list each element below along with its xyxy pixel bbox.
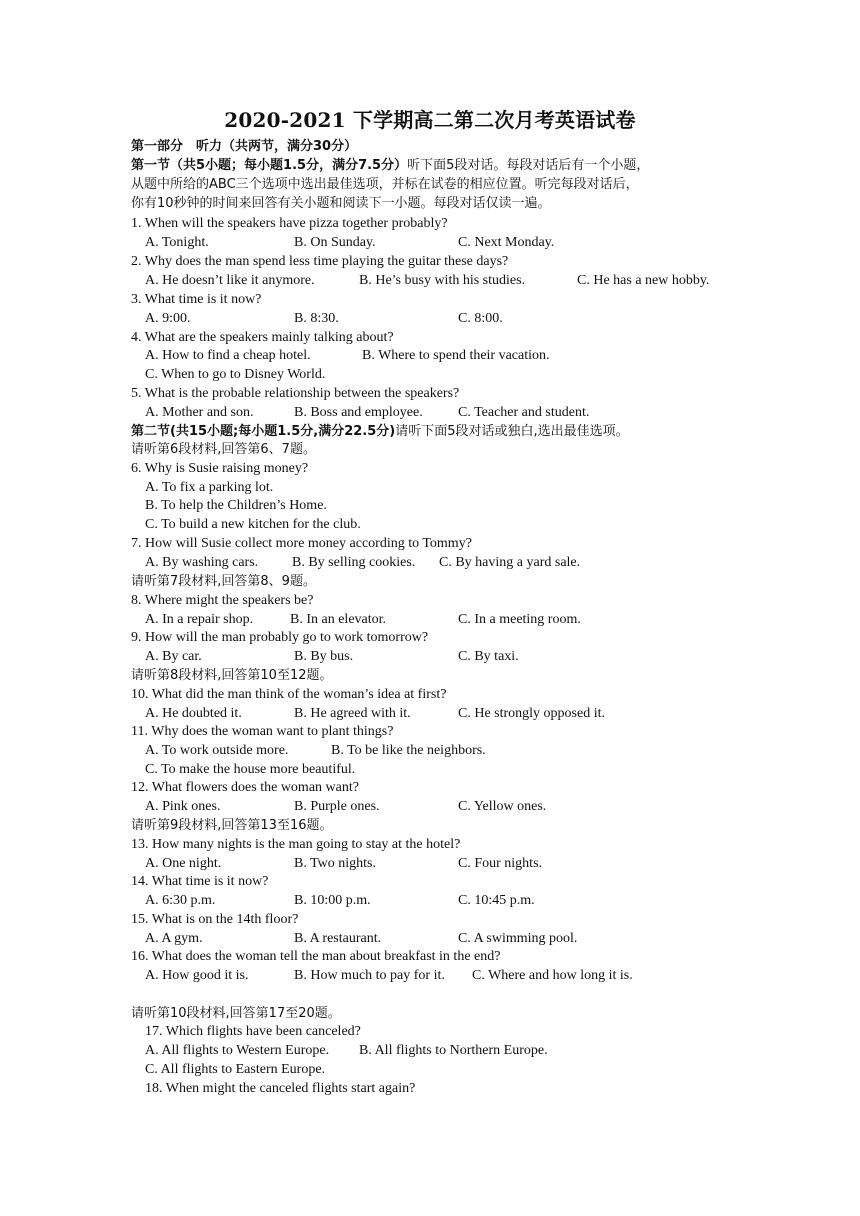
option-a: A. 9:00. xyxy=(145,311,191,326)
question-16: 16. What does the woman tell the man about breakfast in the end? xyxy=(131,949,501,964)
option-c: C. All flights to Eastern Europe. xyxy=(145,1062,326,1077)
option-a: A. How to find a cheap hotel. xyxy=(145,348,311,363)
option-a: A. By washing cars. xyxy=(145,555,259,570)
option-a: A. A gym. xyxy=(145,931,203,946)
option-c: C. In a meeting room. xyxy=(458,612,581,627)
option-b: B. In an elevator. xyxy=(290,612,387,627)
option-c: C. By taxi. xyxy=(458,649,519,664)
option-a: A. He doubted it. xyxy=(145,706,242,721)
option-c: C. Yellow ones. xyxy=(458,799,547,814)
option-a: A. How good it is. xyxy=(145,968,249,983)
option-c: C. Teacher and student. xyxy=(458,405,590,420)
option-c: C. 8:00. xyxy=(458,311,503,326)
question-17: 17. Which flights have been canceled? xyxy=(145,1024,361,1039)
question-9: 9. How will the man probably go to work tomorrow? xyxy=(131,630,429,645)
question-14: 14. What time is it now? xyxy=(131,874,269,889)
option-b: B. A restaurant. xyxy=(294,931,382,946)
option-a: A. To work outside more. xyxy=(145,743,289,758)
section2-text: 请听下面5段对话或独白,选出最佳选项。 xyxy=(395,424,629,439)
question-7: 7. How will Susie collect more money according to Tommy? xyxy=(131,536,472,551)
option-c: C. Four nights. xyxy=(458,856,543,871)
option-a: A. By car. xyxy=(145,649,202,664)
question-10: 10. What did the man think of the woman’s idea at first? xyxy=(131,687,447,702)
option-b: B. To be like the neighbors. xyxy=(331,743,486,758)
part-heading: 第一部分 听力（共两节，满分30分） xyxy=(131,139,358,154)
option-b: B. How much to pay for it. xyxy=(294,968,445,983)
question-15: 15. What is on the 14th floor? xyxy=(131,912,299,927)
option-c: C. To make the house more beautiful. xyxy=(145,762,356,777)
material-7-instruction: 请听第7段材料,回答第8、9题。 xyxy=(131,574,316,589)
option-c: C. To build a new kitchen for the club. xyxy=(145,517,361,532)
option-a: A. In a repair shop. xyxy=(145,612,254,627)
option-a: A. Mother and son. xyxy=(145,405,254,420)
option-c: C. 10:45 p.m. xyxy=(458,893,535,908)
option-c: C. Where and how long it is. xyxy=(472,968,633,983)
option-c: C. He has a new hobby. xyxy=(577,273,710,288)
section2-heading: 第二节(共15小题;每小题1.5分,满分22.5分) xyxy=(131,424,396,439)
option-b: B. Boss and employee. xyxy=(294,405,423,420)
option-a: A. All flights to Western Europe. xyxy=(145,1043,330,1058)
material-10-instruction: 请听第10段材料,回答第17至20题。 xyxy=(131,1006,341,1021)
question-18: 18. When might the canceled flights start again? xyxy=(145,1081,416,1096)
option-b: B. On Sunday. xyxy=(294,235,376,250)
material-9-instruction: 请听第9段材料,回答第13至16题。 xyxy=(131,818,333,833)
section2-intro xyxy=(131,423,629,441)
option-b: B. 8:30. xyxy=(294,311,339,326)
option-c: C. A swimming pool. xyxy=(458,931,578,946)
option-c: C. When to go to Disney World. xyxy=(145,367,326,382)
option-a: A. 6:30 p.m. xyxy=(145,893,216,908)
question-8: 8. Where might the speakers be? xyxy=(131,593,314,608)
option-a: A. He doesn’t like it anymore. xyxy=(145,273,315,288)
question-12: 12. What flowers does the woman want? xyxy=(131,780,359,795)
section1-intro xyxy=(131,157,649,175)
option-b: B. To help the Children’s Home. xyxy=(145,498,327,513)
option-c: C. Next Monday. xyxy=(458,235,555,250)
option-b: B. By selling cookies. xyxy=(292,555,416,570)
question-1: 1. When will the speakers have pizza together probably? xyxy=(131,216,448,231)
question-4: 4. What are the speakers mainly talking about? xyxy=(131,330,394,345)
material-6-instruction: 请听第6段材料,回答第6、7题。 xyxy=(131,442,316,457)
option-b: B. He’s busy with his studies. xyxy=(359,273,526,288)
material-8-instruction: 请听第8段材料,回答第10至12题。 xyxy=(131,668,333,683)
option-b: B. 10:00 p.m. xyxy=(294,893,371,908)
option-c: C. By having a yard sale. xyxy=(439,555,581,570)
option-b: B. Purple ones. xyxy=(294,799,380,814)
section1-text-line2: 从题中所给的ABC三个选项中选出最佳选项，并标在试卷的相应位置。听完每段对话后， xyxy=(131,177,639,192)
option-a: A. One night. xyxy=(145,856,222,871)
option-a: A. Tonight. xyxy=(145,235,209,250)
option-b: B. Where to spend their vacation. xyxy=(362,348,550,363)
option-c: C. He strongly opposed it. xyxy=(458,706,605,721)
question-6: 6. Why is Susie raising money? xyxy=(131,461,309,476)
option-a: A. Pink ones. xyxy=(145,799,221,814)
section1-text: 听下面5段对话。每段对话后有一个小题， xyxy=(407,158,650,173)
option-b: B. Two nights. xyxy=(294,856,376,871)
question-2: 2. Why does the man spend less time playing the guitar these days? xyxy=(131,254,509,269)
question-5: 5. What is the probable relationship between the speakers? xyxy=(131,386,460,401)
option-b: B. All flights to Northern Europe. xyxy=(359,1043,548,1058)
question-3: 3. What time is it now? xyxy=(131,292,262,307)
section1-heading: 第一节（共5小题；每小题1.5分，满分7.5分） xyxy=(131,158,408,173)
page-title: 2020-2021 下学期高二第二次月考英语试卷 xyxy=(224,108,636,132)
question-11: 11. Why does the woman want to plant things? xyxy=(131,724,394,739)
option-b: B. He agreed with it. xyxy=(294,706,411,721)
question-13: 13. How many nights is the man going to stay at the hotel? xyxy=(131,837,461,852)
option-b: B. By bus. xyxy=(294,649,354,664)
option-a: A. To fix a parking lot. xyxy=(145,480,274,495)
section1-text-line3: 你有10秒钟的时间来回答有关小题和阅读下一小题。每段对话仅读一遍。 xyxy=(131,196,551,211)
